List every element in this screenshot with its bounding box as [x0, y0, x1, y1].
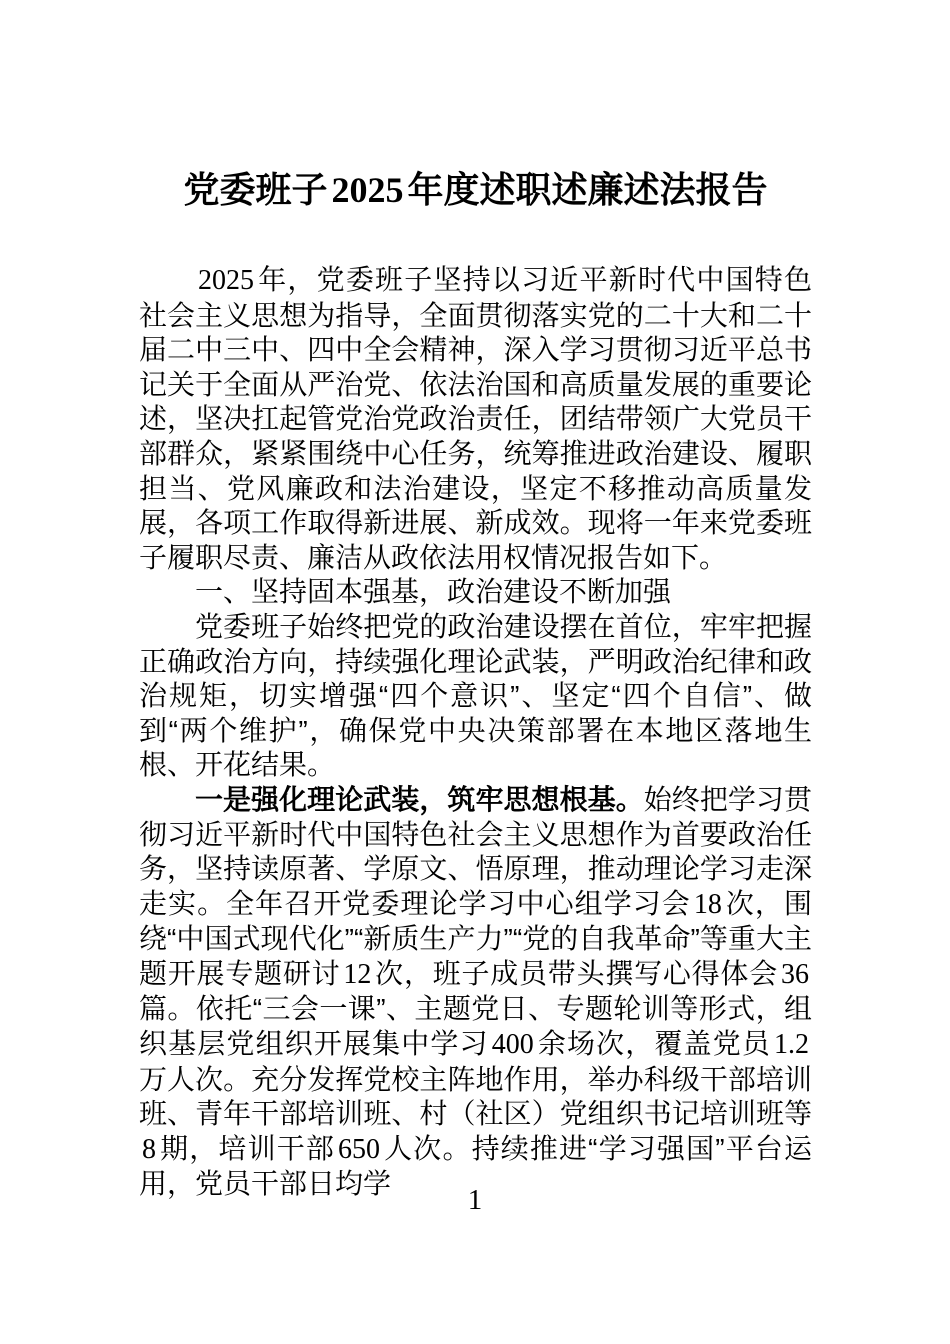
latin-numeral: 18 [693, 888, 722, 920]
paragraph: 党委班子始终把党的政治建设摆在首位，牢牢把握正确政治方向，持续强化理论武装，严明政治纪律和政治规矩，切实增强“四个意识”、坚定“四个自信”、做到“两个维护”，确保党中央决策部署在本地区落地生根、开花结果。 [139, 610, 812, 781]
document-title: 党委班子 2025 年度述职述廉述法报告 [183, 169, 768, 210]
latin-numeral: 1.2 [773, 1029, 809, 1061]
latin-numeral: 2025 [331, 170, 404, 210]
latin-numeral: 2025 [198, 265, 254, 296]
paragraph: 一是强化理论武装，筑牢思想根基。始终把学习贯彻习近平新时代中国特色社会主义思想作为首要政治任务，坚持读原著、学原文、悟原理，推动理论学习走深走实。全年召开党委理论学习中心组学习会 18 次，围绕“中国式现代化”“新质生产力”“党的自我革命”等重大主题开展专题研讨 12 次，班子成员带头撰写心得体会 36篇。依托“三会一课”、主题党日、专题轮训等形式，组织基层党组织开展集中学习 400 余场次，覆盖党员 1.2万人次。充分发挥党校主阵地作用，举办科级干部培训班、青年干部培训班、村（社区）党组织书记培训班等8 期，培训干部 650 人次。持续推进“学习强国”平台运用，党员干部日均学 [139, 783, 812, 1200]
section-heading: 一、坚持固本强基，政治建设不断加强 [195, 576, 672, 608]
bold-lead: 一是强化理论武装，筑牢思想根基。 [195, 783, 644, 815]
latin-numeral: 650 [338, 1133, 381, 1165]
document-body [139, 263, 812, 1202]
latin-numeral: 8 [142, 1133, 156, 1165]
page-number: 1 [467, 1184, 483, 1216]
latin-numeral: 36 [780, 958, 809, 990]
paragraph: 2025 年，党委班子坚持以习近平新时代中国特色社会主义思想为指导，全面贯彻落实党的二十大和二十届二中三中、四中全会精神，深入学习贯彻习近平总书记关于全面从严治党、依法治国和高质量发展的重要论述，坚决扛起管党治党政治责任，团结带领广大党员干部群众，紧紧围绕中心任务，统筹推进政治建设、履职担当、党风廉政和法治建设，坚定不移推动高质量发展，各项工作取得新进展、新成效。现将一年来党委班子履职尽责、廉洁从政依法用权情况报告如下。 [139, 264, 812, 573]
latin-numeral: 400 [491, 1029, 534, 1061]
latin-numeral: 12 [343, 958, 372, 990]
